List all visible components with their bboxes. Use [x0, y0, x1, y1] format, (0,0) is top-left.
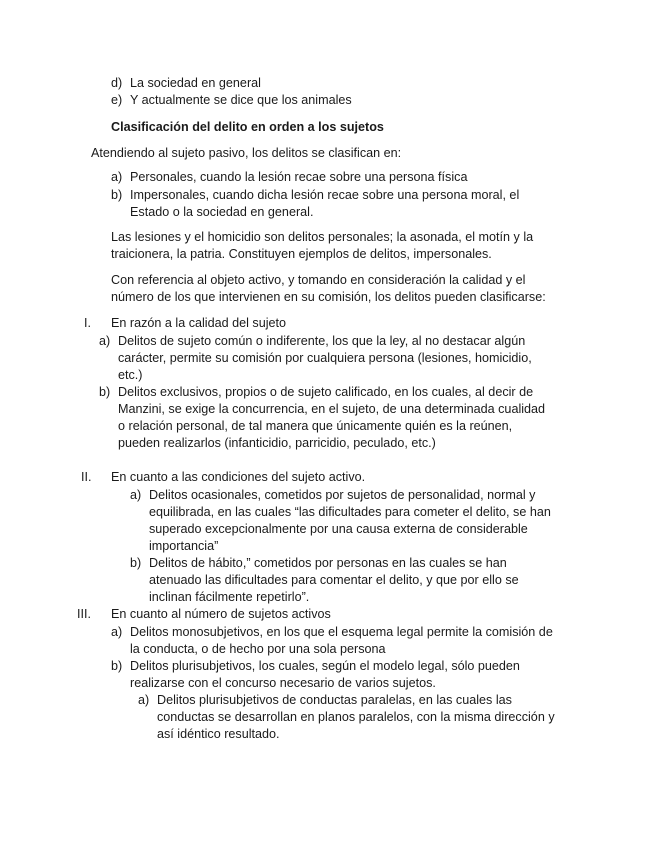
list-item-text: Manzini, se exige la concurrencia, en el sujeto, de una determinada cualidad: [118, 402, 546, 416]
list-marker-a: a): [99, 334, 111, 348]
list-item-text: Y actualmente se dice que los animales: [130, 93, 352, 107]
list-marker-d: d): [111, 76, 123, 90]
list-item-text: Delitos plurisubjetivos, los cuales, según el modelo legal, sólo pueden: [130, 659, 520, 673]
list-marker-e: e): [111, 93, 123, 107]
list-item-text: Delitos monosubjetivos, en los que el esquema legal permite la comisión de: [130, 625, 553, 639]
list-marker-b: b): [111, 659, 123, 673]
section-numeral-3: III.: [77, 607, 91, 621]
list-item-text: la conducta, o de hecho por una sola persona: [130, 642, 386, 656]
section-title: En razón a la calidad del sujeto: [111, 316, 287, 330]
list-item-text: Delitos de sujeto común o indiferente, los que la ley, al no destacar algún: [118, 334, 526, 348]
list-item-text: carácter, permite su comisión por cualquiera persona (lesiones, homicidio,: [118, 351, 532, 365]
list-item-text: Estado o la sociedad en general.: [130, 205, 314, 219]
list-item-text: Impersonales, cuando dicha lesión recae sobre una persona moral, el: [130, 188, 520, 202]
section-title: En cuanto a las condiciones del sujeto activo.: [111, 470, 366, 484]
list-item-text: Delitos exclusivos, propios o de sujeto calificado, en los cuales, al decir de: [118, 385, 534, 399]
list-item-text: Delitos plurisubjetivos de conductas paralelas, en las cuales las: [157, 693, 512, 707]
list-marker-a: a): [111, 625, 123, 639]
list-marker-b: b): [111, 188, 123, 202]
paragraph-line: traicionera, la patria. Constituyen ejemplos de delitos, impersonales.: [111, 247, 492, 261]
list-marker-b: b): [130, 556, 142, 570]
section-title: En cuanto al número de sujetos activos: [111, 607, 331, 621]
list-marker-a: a): [111, 170, 123, 184]
list-item-text: o relación personal, de tal manera que únicamente quién es la reúnen,: [118, 419, 513, 433]
list-item-text: importancia”: [149, 539, 219, 553]
section-numeral-1: I.: [84, 316, 91, 330]
passive-intro: Atendiendo al sujeto pasivo, los delitos se clasifican en:: [91, 146, 402, 160]
list-item-text: Delitos ocasionales, cometidos por sujetos de personalidad, normal y: [149, 488, 536, 502]
list-item-text: Personales, cuando la lesión recae sobre una persona física: [130, 170, 468, 184]
list-item-text: superado excepcionalmente por una causa externa de considerable: [149, 522, 528, 536]
paragraph-line: Con referencia al objeto activo, y tomando en consideración la calidad y el: [111, 273, 526, 287]
section-numeral-2: II.: [81, 470, 92, 484]
list-item-text: inclinan fácilmente repetirlo”.: [149, 590, 310, 604]
list-item-text: así idéntico resultado.: [157, 727, 280, 741]
paragraph-line: Las lesiones y el homicidio son delitos personales; la asonada, el motín y la: [111, 230, 534, 244]
list-item-text: conductas se desarrollan en planos paralelos, con la misma dirección y: [157, 710, 555, 724]
sublist-marker-a: a): [138, 693, 150, 707]
list-item-text: pueden realizarlos (infanticidio, parricidio, peculado, etc.): [118, 436, 436, 450]
list-marker-b: b): [99, 385, 111, 399]
list-item-text: equilibrada, en las cuales “las dificultades para cometer el delito, se han: [149, 505, 551, 519]
list-item-text: etc.): [118, 368, 143, 382]
list-item-text: La sociedad en general: [130, 76, 261, 90]
paragraph-line: número de los que intervienen en su comisión, los delitos pueden clasificarse:: [111, 290, 546, 304]
list-item-text: Delitos de hábito,” cometidos por personas en las cuales se han: [149, 556, 507, 570]
list-item-text: realizarse con el concurso necesario de varios sujetos.: [130, 676, 436, 690]
list-marker-a: a): [130, 488, 142, 502]
list-item-text: atenuado las dificultades para comentar el delito, y que por ello se: [149, 573, 519, 587]
section-heading: Clasificación del delito en orden a los sujetos: [111, 120, 384, 134]
